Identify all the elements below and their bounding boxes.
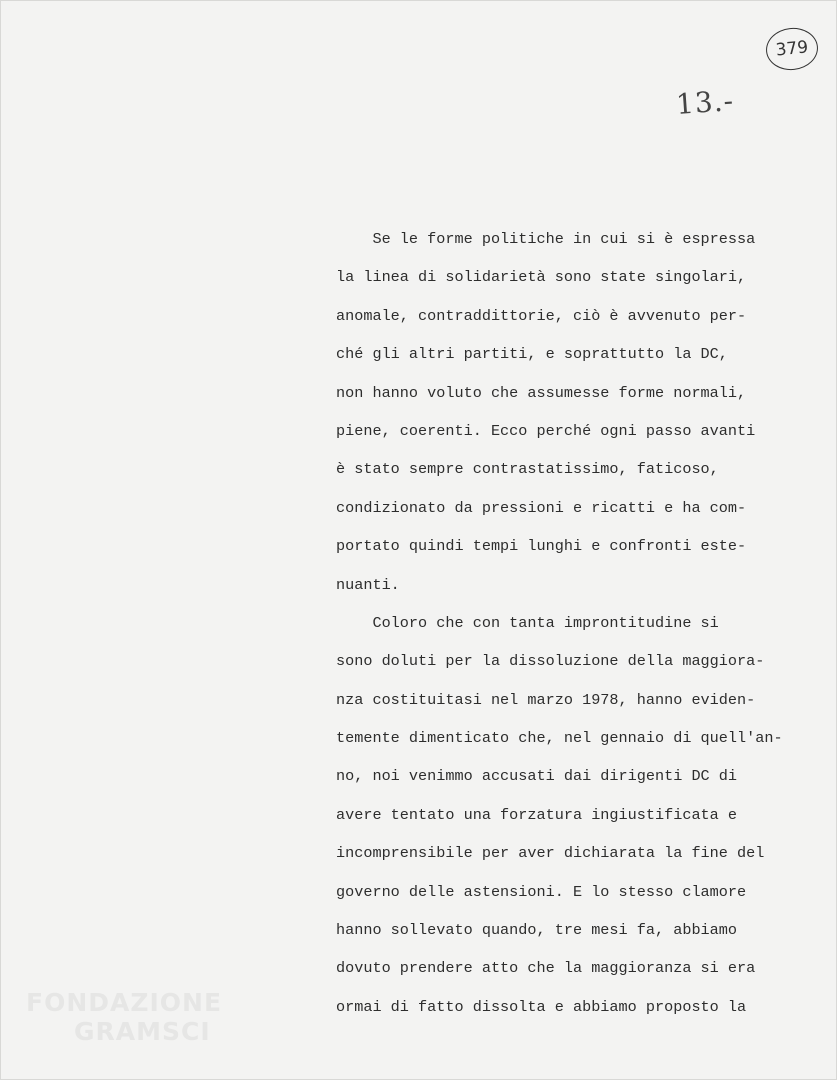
text-line: temente dimenticato che, nel gennaio di quell'an- bbox=[336, 729, 783, 748]
watermark-bottom: GRAMSCI bbox=[74, 1017, 211, 1046]
text-line: anomale, contraddittorie, ciò è avvenuto per- bbox=[336, 306, 747, 325]
text-line: governo delle astensioni. E lo stesso clamore bbox=[336, 882, 747, 901]
text-line: incomprensibile per aver dichiarata la fine del bbox=[336, 844, 765, 863]
text-line: è stato sempre contrastatissimo, faticoso, bbox=[336, 460, 719, 479]
text-line: dovuto prendere atto che la maggioranza si era bbox=[336, 959, 756, 978]
text-line: nza costituitasi nel marzo 1978, hanno eviden- bbox=[336, 690, 756, 709]
text-line: condizionato da pressioni e ricatti e ha com- bbox=[336, 498, 747, 517]
page-number: 13.- bbox=[674, 84, 736, 121]
text-line: ormai di fatto dissolta e abbiamo proposto la bbox=[336, 997, 747, 1016]
text-line: avere tentato una forzatura ingiustificata e bbox=[336, 805, 738, 824]
archive-number: 379 bbox=[774, 37, 810, 61]
watermark-logo bbox=[26, 990, 222, 1044]
text-line: non hanno voluto che assumesse forme normali, bbox=[336, 383, 747, 402]
body-text bbox=[336, 220, 836, 1026]
text-line: no, noi venimmo accusati dai dirigenti DC di bbox=[336, 767, 738, 786]
text-line: nuanti. bbox=[336, 575, 400, 594]
text-line: la linea di solidarietà sono state singolari, bbox=[336, 268, 747, 287]
watermark-top: FONDAZIONE bbox=[26, 988, 223, 1017]
text-line: sono doluti per la dissoluzione della maggiora- bbox=[336, 652, 765, 671]
text-line: piene, coerenti. Ecco perché ogni passo avanti bbox=[336, 421, 756, 440]
text-line: hanno sollevato quando, tre mesi fa, abbiamo bbox=[336, 921, 738, 940]
text-line: Se le forme politiche in cui si è espressa bbox=[336, 230, 756, 248]
text-line: portato quindi tempi lunghi e confronti este- bbox=[336, 537, 747, 556]
text-line: ché gli altri partiti, e soprattutto la DC, bbox=[336, 345, 728, 364]
text-line: Coloro che con tanta improntitudine si bbox=[336, 613, 719, 632]
archive-stamp bbox=[764, 25, 820, 72]
